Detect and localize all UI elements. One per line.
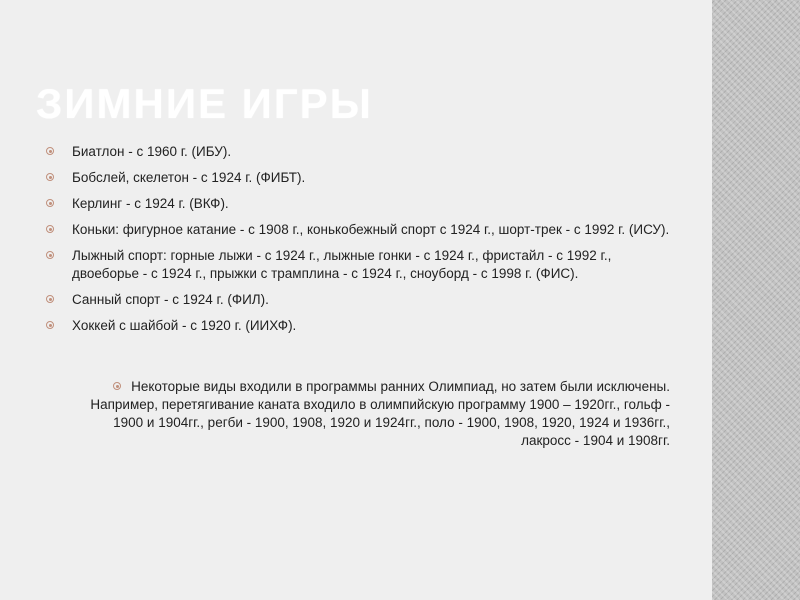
bullet-item bbox=[46, 221, 676, 239]
note-paragraph bbox=[60, 378, 670, 450]
circle-bullet-icon bbox=[46, 251, 54, 259]
circle-bullet-icon bbox=[113, 382, 121, 390]
bullet-text: Бобслей, скелетон - с 1924 г. (ФИБТ). bbox=[72, 170, 306, 185]
circle-bullet-icon bbox=[46, 295, 54, 303]
circle-bullet-icon bbox=[46, 199, 54, 207]
bullet-text: Керлинг - с 1924 г. (ВКФ). bbox=[72, 196, 229, 211]
note-text: Некоторые виды входили в программы ранних Олимпиад, но затем были исключены. Например, перетягивание каната входило в олимпийскую программу 1900 – 1920гг., гольф - 1900 и 1904гг., регби - 1900, 1908, 1920 и 1924гг., поло - 1900, 1908, 1920, 1924 и 1936гг., лакросс - 1904 и 1908гг. bbox=[90, 379, 670, 448]
bullet-item bbox=[46, 291, 676, 309]
bullet-text: Лыжный спорт: горные лыжи - с 1924 г., лыжные гонки - с 1924 г., фристайл - с 1992 г., двоеборье - с 1924 г., прыжки с трамплина - с 1924 г., сноуборд - с 1998 г. (ФИС). bbox=[72, 248, 612, 281]
bullet-item bbox=[46, 317, 676, 335]
bullet-item bbox=[46, 143, 676, 161]
bullet-text: Хоккей с шайбой - с 1920 г. (ИИХФ). bbox=[72, 318, 297, 333]
circle-bullet-icon bbox=[46, 147, 54, 155]
bullet-text: Санный спорт - с 1924 г. (ФИЛ). bbox=[72, 292, 269, 307]
bullet-item bbox=[46, 247, 676, 283]
bullet-text: Биатлон - с 1960 г. (ИБУ). bbox=[72, 144, 232, 159]
bullet-item bbox=[46, 195, 676, 213]
circle-bullet-icon bbox=[46, 225, 54, 233]
bullet-text: Коньки: фигурное катание - с 1908 г., конькобежный спорт с 1924 г., шорт-трек - с 1992 г. (ИСУ). bbox=[72, 222, 670, 237]
decorative-side-stripe bbox=[712, 0, 800, 600]
circle-bullet-icon bbox=[46, 173, 54, 181]
bullet-list bbox=[46, 143, 676, 343]
circle-bullet-icon bbox=[46, 321, 54, 329]
bullet-item bbox=[46, 169, 676, 187]
slide-title: ЗИМНИЕ ИГРЫ bbox=[36, 80, 373, 127]
